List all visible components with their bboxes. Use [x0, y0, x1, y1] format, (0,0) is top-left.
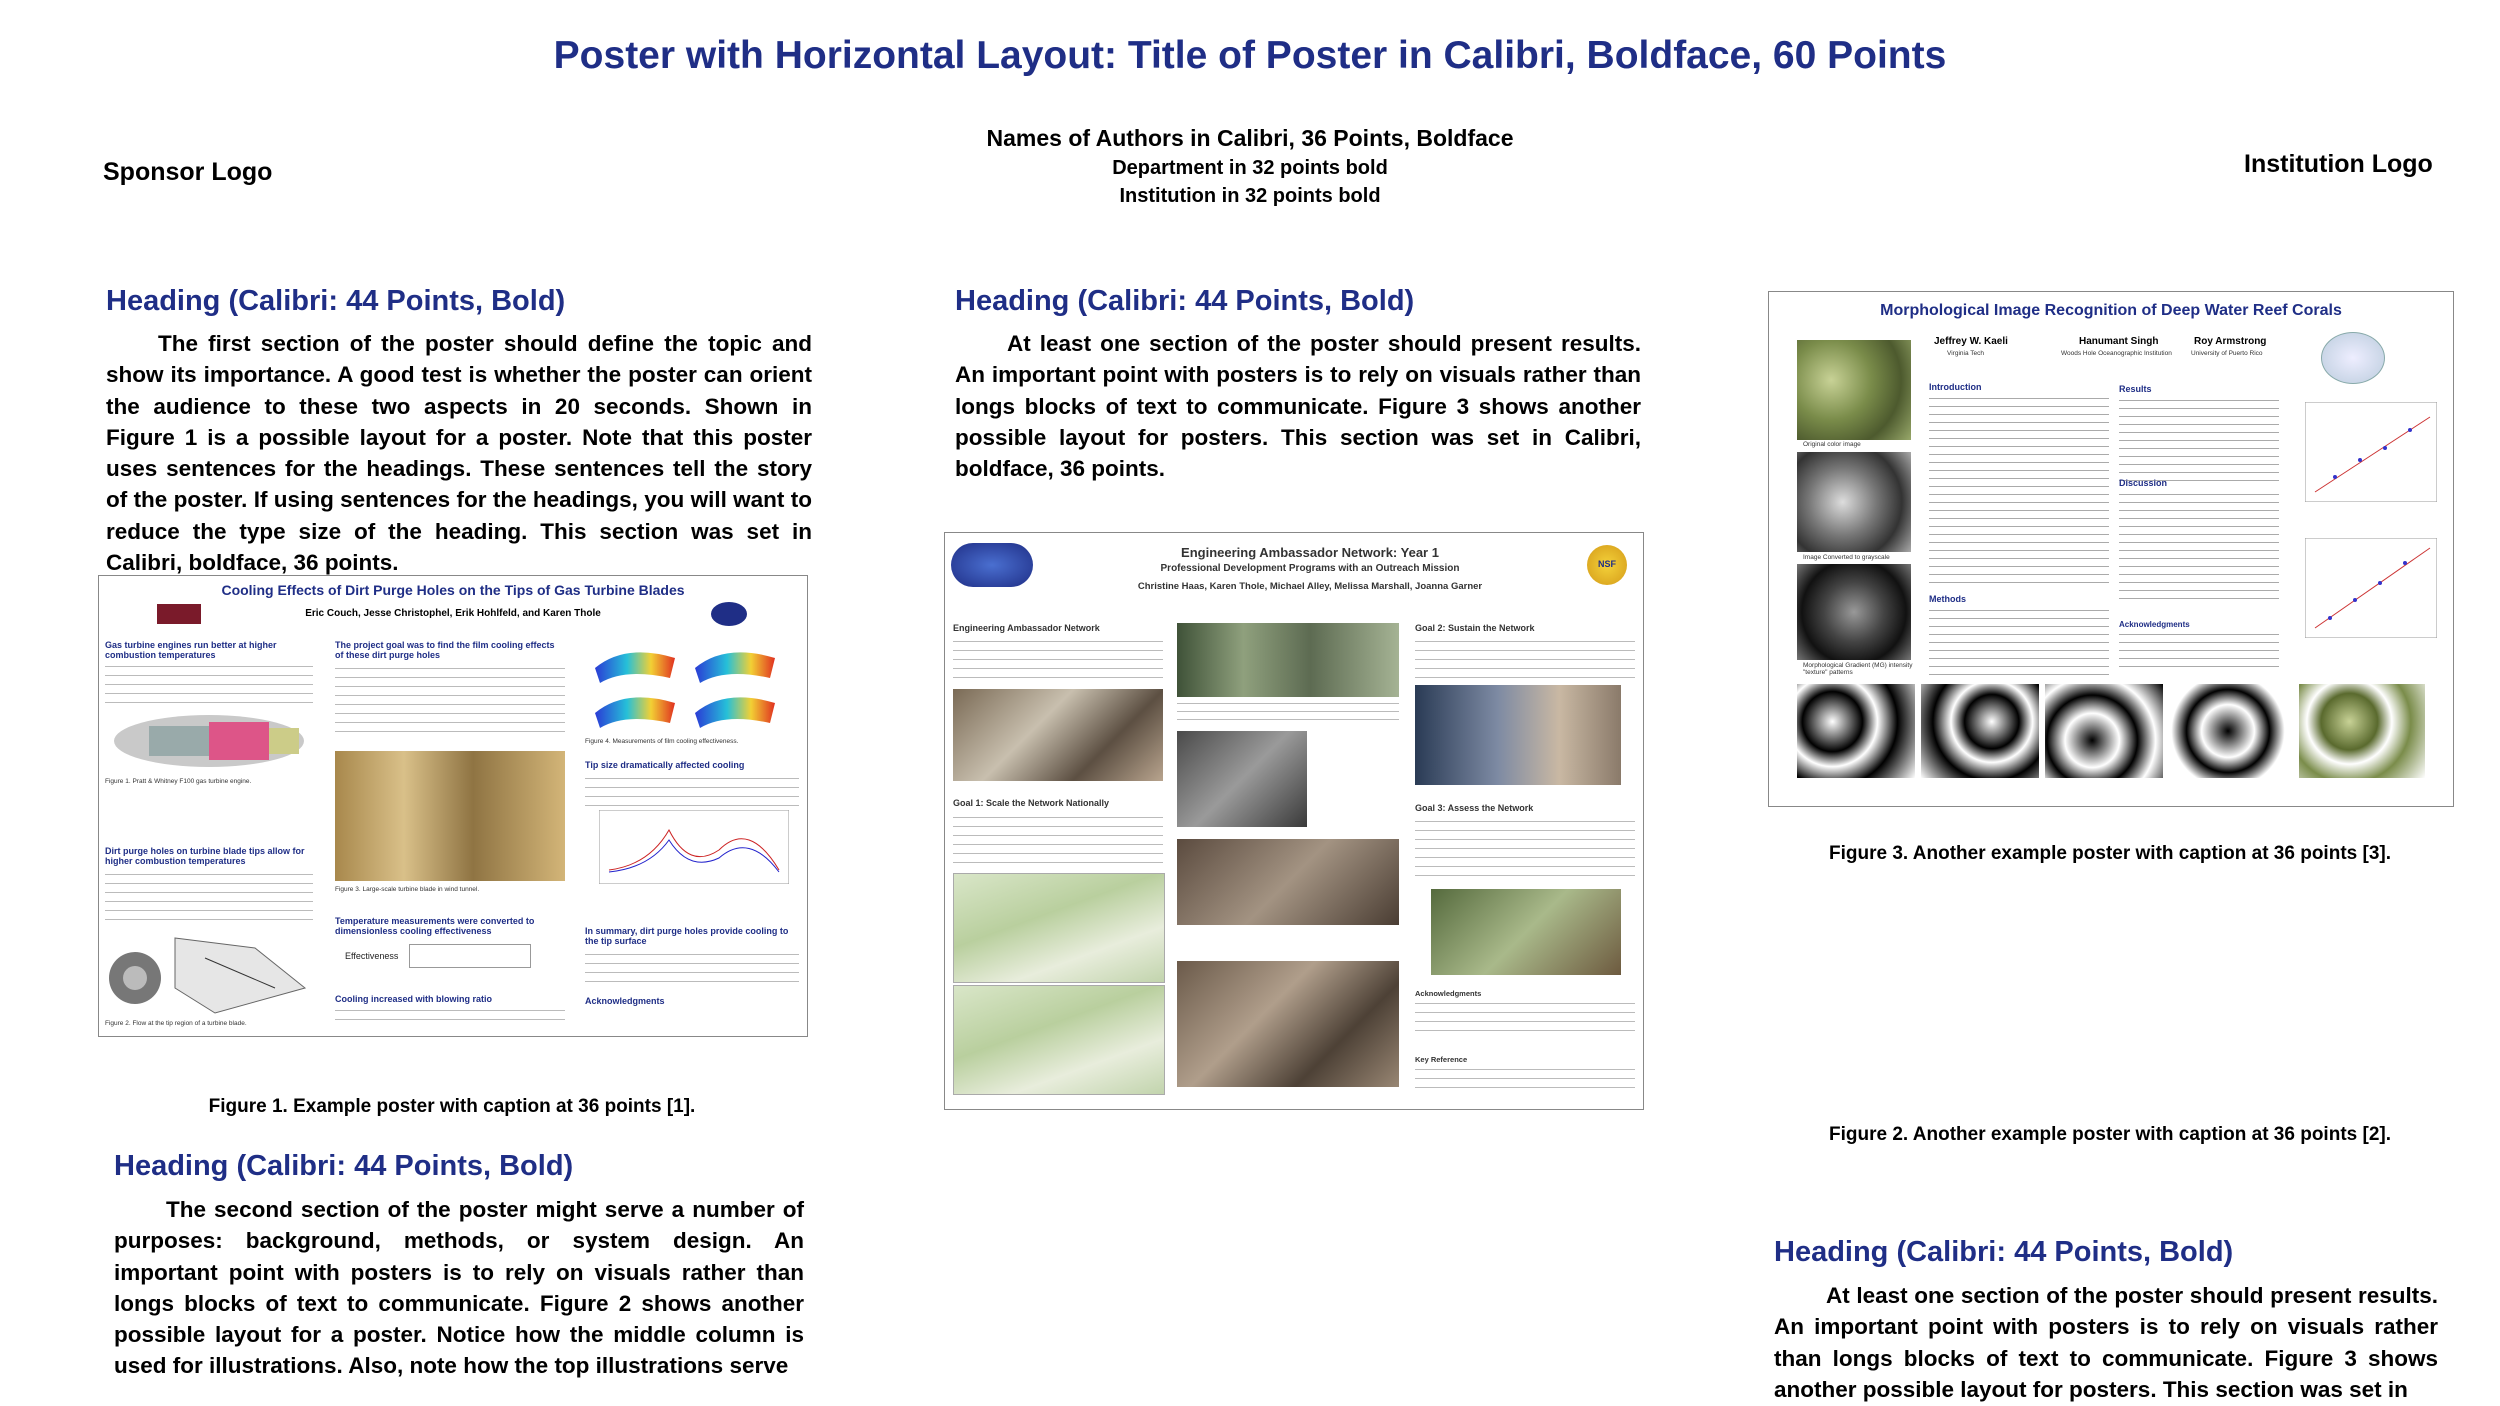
fig3-text-1 [1929, 396, 2109, 588]
bw-image-4 [2169, 684, 2287, 778]
fig3-aff1: Virginia Tech [1947, 350, 1984, 357]
fig1-cap4: Figure 4. Measurements of film cooling effectiveness. [585, 738, 739, 745]
fig1-h3: Tip size dramatically affected cooling [585, 760, 745, 770]
coral-gradient-image [1797, 564, 1911, 660]
fig3-cap-a: Original color image [1803, 441, 1861, 448]
fig2-h2: Goal 1: Scale the Network Nationally [953, 798, 1110, 808]
authors-line: Names of Authors in Calibri, 36 Points, Boldface [986, 125, 1514, 151]
nsf-logo: NSF [1587, 545, 1627, 585]
right-body: At least one section of the poster should present results. An important point with posters is to rely on visuals rather than longs blocks of text to communicate. Figure 3 shows another possible layout for posters. This section was set in [1774, 1283, 2438, 1402]
fig2-h5: Acknowledgments [1415, 989, 1482, 998]
figure-3-poster [1768, 291, 2454, 807]
fig3-author1: Jeffrey W. Kaeli [1934, 336, 2008, 347]
left-body-1: The first section of the poster should define the topic and show its importance. A good test is whether the poster can orient the audience to these two aspects in 20 seconds. Shown in Figure 1 is a possible layout for a poster. Note that this poster uses sentences for the headings. These sentences tell the story of the poster. If using sentences for the headings, you will want to reduce the type size of the heading. This section was set in Calibri, boldface, 36 points. [106, 331, 812, 576]
fig3-title: Morphological Image Recognition of Deep Water Reef Corals [1880, 302, 2342, 319]
author-block [800, 122, 1700, 210]
bw-image-3 [2045, 684, 2163, 778]
left-heading-2: Heading (Calibri: 44 Points, Bold) [114, 1150, 574, 1182]
effectiveness-label: Effectiveness [345, 951, 399, 961]
fig3-text-3 [2119, 398, 2279, 482]
fig2-text-5 [1415, 1001, 1635, 1037]
fig3-text-4 [2119, 492, 2279, 602]
fig1-h6: In summary, dirt purge holes provide cooling to the tip surface [585, 926, 789, 946]
fig3-aff2: Woods Hole Oceanographic Institution [2061, 350, 2172, 357]
sponsor-logo: Sponsor Logo [103, 158, 273, 186]
fig3-h2: Methods [1929, 594, 1966, 604]
left-body-2: The second section of the poster might serve a number of purposes: background, methods, or system design. An important point with posters is to rely on visuals rather than longs blocks of text to communicate. Figure 2 shows another possible layout for a poster. Notice how the middle column is used for illustrations. Also, note how the top illustrations serve [114, 1197, 804, 1379]
overlay-image [2299, 684, 2425, 778]
fig1-text-3 [585, 776, 799, 806]
fig2-photo-3 [1177, 839, 1399, 925]
fig2-subtitle: Professional Development Programs with an Outreach Mission [1160, 563, 1460, 574]
fig2-cap-1 [1177, 701, 1399, 725]
figure-1-caption: Figure 1. Example poster with caption at 36 points [1]. [208, 1096, 696, 1117]
pratt-logo [711, 602, 747, 626]
bw-image-1 [1797, 684, 1915, 778]
fig2-text-2 [953, 815, 1163, 867]
fig2-text-4 [1415, 819, 1635, 883]
fig3-text-2 [1929, 608, 2109, 678]
fig3-author2: Hanumant Singh [2079, 336, 2159, 347]
figure-2-caption: Figure 2. Another example poster with caption at 36 points [2]. [1829, 1124, 2391, 1145]
fig3-plot-2 [2305, 538, 2437, 638]
fig3-plot-1 [2305, 402, 2437, 502]
coral-grayscale-image [1797, 452, 1911, 552]
fig3-h5: Acknowledgments [2119, 620, 2190, 629]
fig1-h8: Acknowledgments [585, 996, 665, 1006]
fig3-cap-c: Morphological Gradient (MG) intensity "texture" patterns [1803, 662, 1913, 676]
fig2-text-6 [1415, 1067, 1635, 1095]
ambassador-logo [951, 543, 1033, 587]
fig2-authors: Christine Haas, Karen Thole, Michael Alley, Melissa Marshall, Joanna Garner [1137, 581, 1483, 592]
us-map-1 [953, 873, 1165, 983]
left-heading-1: Heading (Calibri: 44 Points, Bold) [106, 285, 566, 317]
fig2-text-3 [1415, 639, 1635, 679]
equation-box [409, 944, 531, 968]
fig2-group-photo [1177, 623, 1399, 697]
fig1-text-6 [585, 952, 799, 988]
whoi-seal [2321, 332, 2385, 384]
department-line: Department in 32 points bold [1112, 157, 1388, 179]
poster-title: Poster with Horizontal Layout: Title of Poster in Calibri, Boldface, 60 Points [553, 34, 1947, 77]
fig1-h1: Gas turbine engines run better at higher combustion temperatures [105, 640, 277, 660]
fig3-author3: Roy Armstrong [2194, 336, 2267, 347]
institution-logo: Institution Logo [2244, 150, 2433, 178]
fig2-photo-5 [1415, 685, 1621, 785]
fig1-text-2 [335, 666, 565, 732]
fig2-h3: Goal 2: Sustain the Network [1415, 623, 1535, 633]
fig2-h6: Key Reference [1415, 1055, 1468, 1064]
middle-heading: Heading (Calibri: 44 Points, Bold) [955, 285, 1415, 317]
bw-image-2 [1921, 684, 2039, 778]
fig2-title: Engineering Ambassador Network: Year 1 [1181, 545, 1439, 560]
fig2-photo-1 [953, 689, 1163, 781]
fig1-h2: The project goal was to find the film cooling effects of these dirt purge holes [335, 640, 555, 660]
fig1-cap3: Figure 3. Large-scale turbine blade in wind tunnel. [335, 886, 480, 893]
cooling-contours [585, 638, 799, 736]
fig3-aff3: University of Puerto Rico [2191, 350, 2263, 357]
fig3-h3: Results [2119, 384, 2152, 394]
fig1-authors: Eric Couch, Jesse Christophel, Erik Hohlfeld, and Karen Thole [305, 608, 601, 619]
blade-tip-diagram [105, 928, 311, 1020]
middle-body: At least one section of the poster should present results. An important point with posters is to rely on visuals rather than longs blocks of text to communicate. Figure 3 shows another possible layout for posters. This section was set in Calibri, boldface, 36 points. [955, 331, 1641, 482]
fig3-cap-b: Image Converted to grayscale [1803, 554, 1890, 561]
fig1-h4: Dirt purge holes on turbine blade tips allow for higher combustion temperatures [105, 846, 305, 866]
wind-tunnel-photo [335, 751, 565, 881]
fig2-photo-4 [1177, 961, 1399, 1087]
fig2-photo-2 [1177, 731, 1307, 827]
institution-line: Institution in 32 points bold [1119, 185, 1381, 207]
fig2-h4: Goal 3: Assess the Network [1415, 803, 1534, 813]
fig3-text-5 [2119, 632, 2279, 672]
fig1-h5: Temperature measurements were converted to dimensionless cooling effectiveness [335, 916, 535, 936]
fig2-h1: Engineering Ambassador Network [953, 623, 1100, 633]
fig1-title: Cooling Effects of Dirt Purge Holes on the Tips of Gas Turbine Blades [221, 582, 685, 598]
us-map-2 [953, 985, 1165, 1095]
engine-illustration [109, 708, 309, 774]
fig1-text-1 [105, 664, 313, 704]
fig3-h4: Discussion [2119, 478, 2168, 488]
figure-3-caption: Figure 3. Another example poster with caption at 36 points [3]. [1829, 843, 2391, 864]
fig1-text-4 [105, 872, 313, 920]
fig3-h1: Introduction [1929, 382, 1982, 392]
fig1-text-7 [335, 1008, 565, 1026]
figure-1-poster [98, 575, 808, 1037]
fig1-cap1: Figure 1. Pratt & Whitney F100 gas turbine engine. [105, 778, 252, 785]
coral-color-image [1797, 340, 1911, 440]
figure-2-poster [944, 532, 1644, 1110]
fig2-text-1 [953, 639, 1163, 683]
effectiveness-plot [599, 810, 789, 884]
fig1-h7: Cooling increased with blowing ratio [335, 994, 493, 1004]
fig2-photo-6 [1431, 889, 1621, 975]
fig1-cap2: Figure 2. Flow at the tip region of a turbine blade. [105, 1020, 247, 1027]
right-heading: Heading (Calibri: 44 Points, Bold) [1774, 1236, 2234, 1268]
